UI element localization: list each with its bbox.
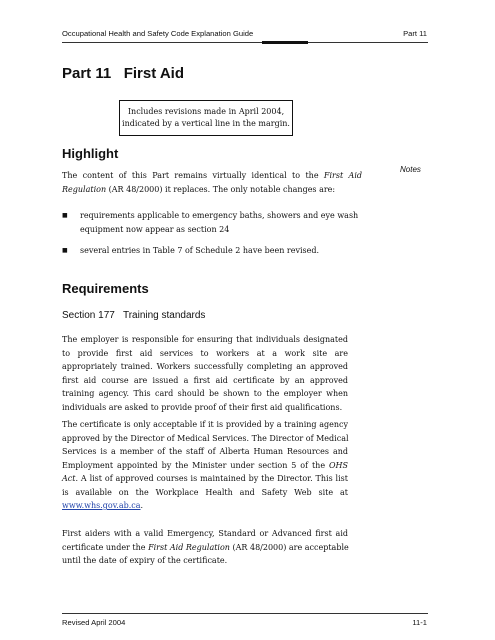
footer-rule bbox=[62, 613, 428, 614]
footer-revised: Revised April 2004 bbox=[62, 618, 126, 627]
intro-line: The content of this Part remains virtually identical to the First Aid bbox=[62, 171, 362, 180]
header-rule-accent bbox=[262, 41, 308, 44]
revision-notice-line: indicated by a vertical line in the margin. bbox=[122, 119, 290, 128]
bullet-square-icon: ■ bbox=[62, 212, 68, 219]
header-rule bbox=[62, 42, 428, 43]
footer-page-number: 11-1 bbox=[412, 618, 427, 627]
revision-notice-line: Includes revisions made in April 2004, bbox=[127, 107, 285, 116]
intro-line: Regulation (AR 48/2000) it replaces. The only notable changes are: bbox=[62, 184, 336, 194]
paragraph: The employer is responsible for ensuring that individuals designated to provide first aid services to workers at a work site are appropriately trained. Workers successfully completing an approved first aid course are issued a first aid certificate by an approved training agency. This card should be shown to the employer when individuals are asked to provide proof of their first aid qualifications. bbox=[62, 335, 348, 412]
paragraph: The certificate is only acceptable if it is provided by a training agency approved by the Director of Medical Services. The Director of Medical Services is a member of the staff of Alberta Human Resources and Employment appointed by the Minister under section 5 of the OHS Act. A list of approved courses is maintained by the Director. This list is available on the Workplace Health and Safety Web site at www.whs.gov.ab.ca. bbox=[62, 420, 349, 510]
bullet-text: equipment now appear as section 24 bbox=[80, 224, 230, 234]
highlight-heading: Highlight bbox=[62, 146, 119, 161]
highlight-intro bbox=[62, 169, 362, 196]
revision-notice-box bbox=[119, 100, 293, 136]
notes-label: Notes bbox=[400, 165, 421, 174]
running-header-part: Part 11 bbox=[403, 29, 427, 38]
paragraph: First aiders with a valid Emergency, Standard or Advanced first aid certificate under the First Aid Regulation (AR 48/2000) are acceptable until the date of expiry of the certificate. bbox=[62, 529, 349, 565]
page-title: Part 11 First Aid bbox=[62, 65, 184, 82]
bullet-text: requirements applicable to emergency baths, showers and eye wash bbox=[80, 211, 359, 220]
section-heading: Section 177 Training standards bbox=[62, 310, 206, 321]
running-header-title: Occupational Health and Safety Code Explanation Guide bbox=[62, 29, 254, 38]
bullet-square-icon: ■ bbox=[62, 247, 68, 254]
bullet-text: several entries in Table 7 of Schedule 2 have been revised. bbox=[80, 246, 320, 255]
whs-website-link[interactable]: www.whs.gov.ab.ca bbox=[62, 501, 141, 510]
requirements-heading: Requirements bbox=[62, 281, 149, 296]
